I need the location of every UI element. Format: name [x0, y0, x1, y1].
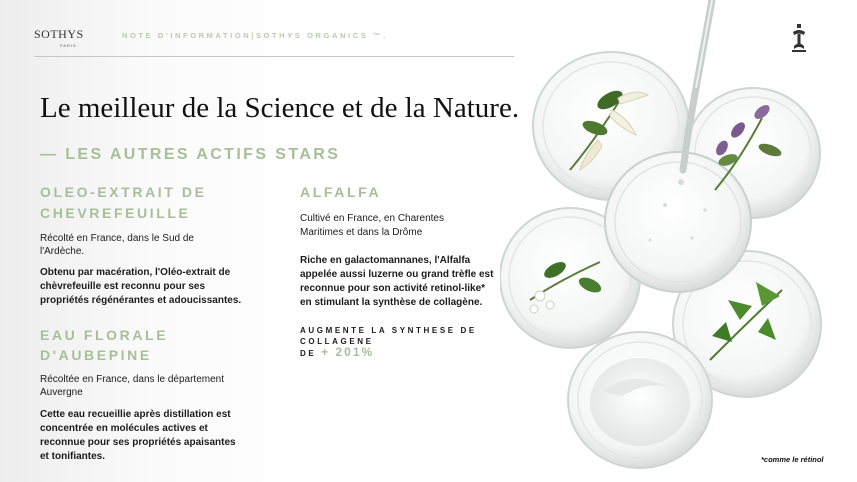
- petri-dish-illustration: [500, 0, 857, 482]
- aubepine-desc-line1: Cette eau recueillie après distillation est: [40, 409, 231, 420]
- alfalfa-highlight-value: + 201%: [321, 345, 375, 359]
- section-subtitle: — LES AUTRES ACTIFS STARS: [40, 146, 341, 163]
- alfalfa-highlight: [300, 325, 505, 359]
- footnote: *comme le rétinol: [761, 455, 824, 464]
- header-tagline: NOTE D'INFORMATION|SOTHYS ORGANICS ™.: [122, 31, 388, 40]
- chevrefeuille-desc-line3: propriétés régénérantes et adoucissantes.: [40, 295, 242, 306]
- aubepine-desc-line3: reconnue pour ses propriétés apaisantes: [40, 437, 236, 448]
- chevrefeuille-heading-line2: CHEVREFEUILLE: [40, 205, 191, 221]
- alfalfa-origin-line1: Cultivé en France, en Charentes: [300, 213, 444, 224]
- alfalfa-highlight-line2: COLLAGENE: [300, 337, 374, 346]
- aubepine-heading-line2: D'AUBEPINE: [40, 347, 152, 363]
- brand-logo: SOTHYS: [34, 27, 84, 41]
- alfalfa-desc-line2: appelée aussi luzerne ou grand trèfle est: [300, 269, 494, 280]
- alfalfa-origin-line2: Maritimes et dans la Drôme: [300, 227, 423, 238]
- alfalfa-desc-line4: en stimulant la synthèse de collagène.: [300, 297, 483, 308]
- alfalfa-highlight-prefix: DE: [300, 349, 317, 358]
- chevrefeuille-origin-line1: Récolté en France, dans le Sud de: [40, 233, 194, 244]
- aubepine-desc-line2: concentrée en molécules actives et: [40, 423, 208, 434]
- aubepine-origin-line1: Récoltée en France, dans le département: [40, 374, 224, 385]
- page-title: Le meilleur de la Science et de la Nature.: [40, 92, 520, 124]
- header-divider: [34, 56, 514, 57]
- aubepine-origin-line2: Auvergne: [40, 387, 83, 398]
- chevrefeuille-desc-line1: Obtenu par macération, l'Oléo-extrait de: [40, 267, 231, 278]
- alfalfa-highlight-line1: AUGMENTE LA SYNTHESE DE: [300, 326, 477, 335]
- brand-logo-sub: PARIS: [60, 43, 77, 48]
- alfalfa-desc-line3: reconnue pour son activité retinol-like*: [300, 283, 486, 294]
- alfalfa-heading: ALFALFA: [300, 184, 382, 200]
- chevrefeuille-desc-line2: chèvrefeuille est reconnu pour ses: [40, 281, 206, 292]
- aubepine-desc-line4: et tonifiantes.: [40, 451, 106, 462]
- alfalfa-desc-line1: Riche en galactomannanes, l'Alfalfa: [300, 255, 471, 266]
- chevrefeuille-heading-line1: OLEO-EXTRAIT DE: [40, 184, 207, 200]
- aubepine-heading-line1: EAU FLORALE: [40, 327, 169, 343]
- chevrefeuille-origin-line2: l'Ardèche.: [40, 246, 85, 257]
